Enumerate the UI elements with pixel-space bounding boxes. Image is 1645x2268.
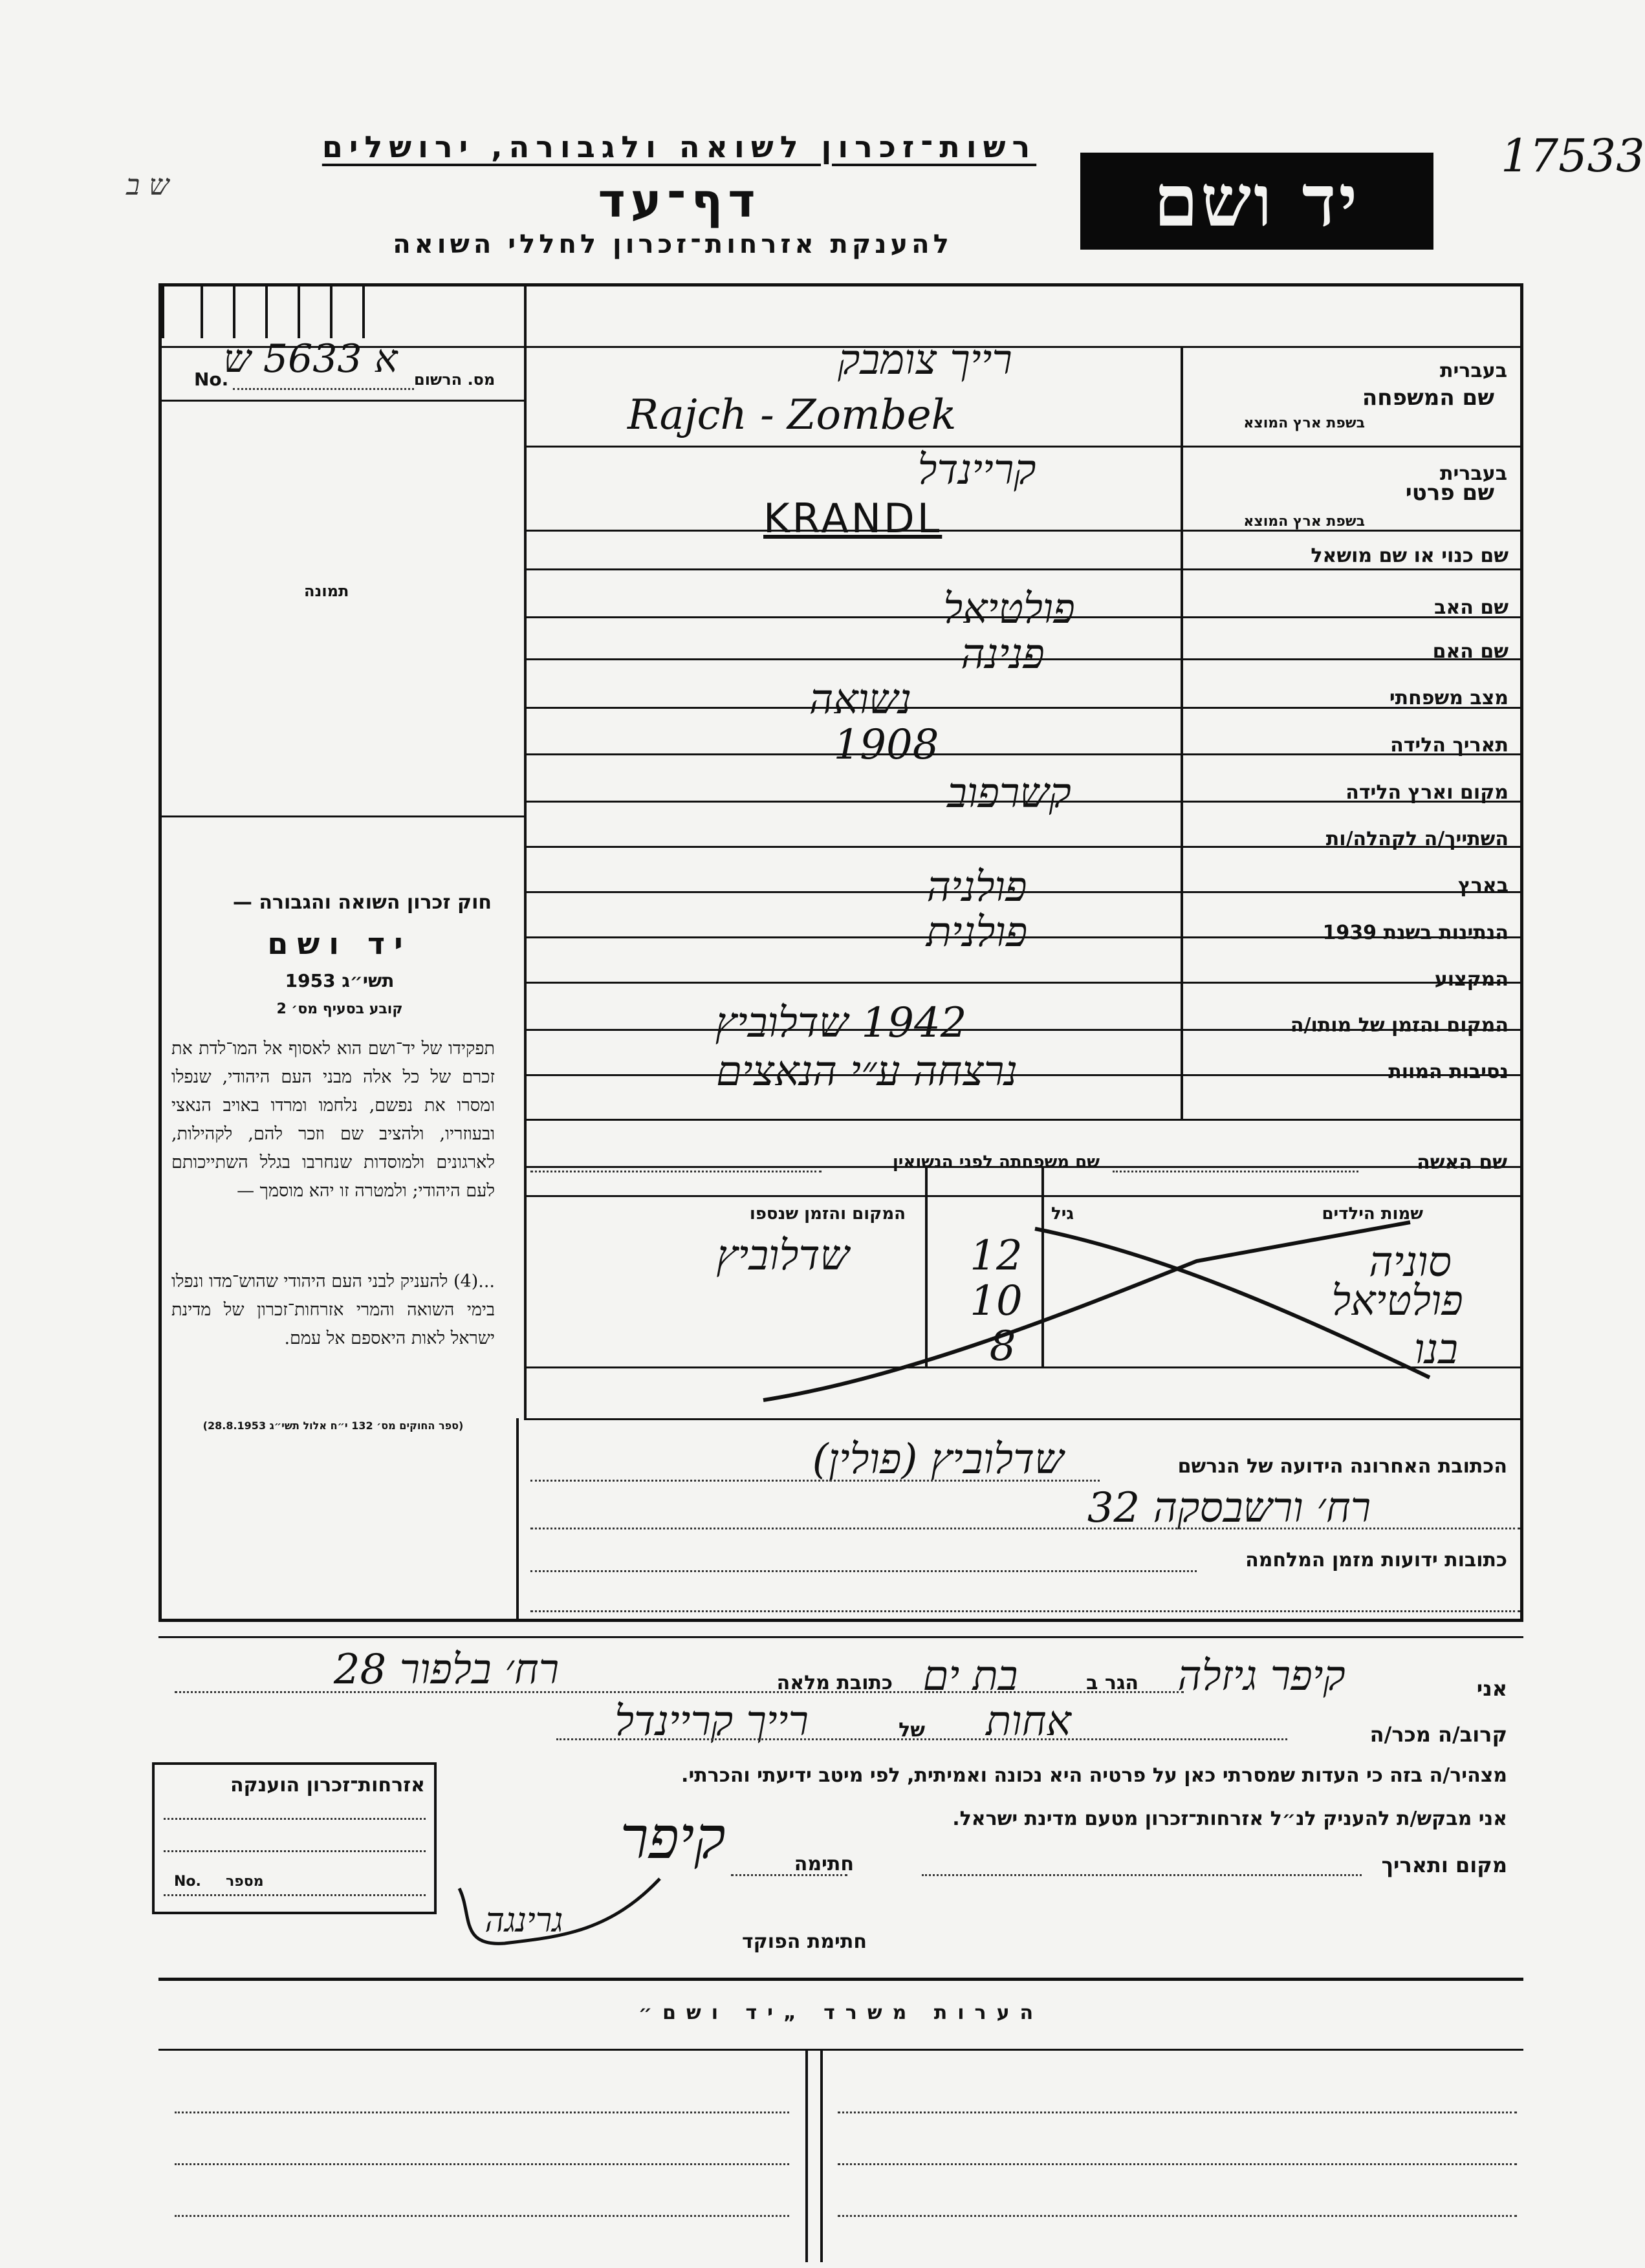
community-label: השתייך/ה לקהלה/ות: [1325, 828, 1509, 850]
first-name-local-value: KRANDL: [763, 495, 942, 542]
stamp-no-label: No.: [174, 1874, 201, 1890]
declarant-i-label: אני: [1476, 1676, 1507, 1701]
birth-place-value: קשרפוב: [947, 770, 1071, 817]
citizenship-value: פולנית: [926, 909, 1028, 956]
child-2-name: פולטיאל: [1331, 1277, 1463, 1325]
request-text: אני מבקש/ת להעניק לנ״ל אזרחות־זכרון מטעם מדינת ישראל.: [952, 1808, 1507, 1830]
declarant-name-value: קיפר גיזלה: [1177, 1652, 1345, 1700]
mother-label: שם האם: [1432, 640, 1509, 663]
family-name-label: שם המשפחה: [1362, 385, 1494, 411]
form-subtitle: להענקת אזרחות־זכרון לחללי השואה: [393, 230, 953, 259]
law-title: חוק זכרון השואה והגבורה —: [232, 891, 492, 914]
form-title: דף־עד: [598, 173, 761, 228]
country-label: בארץ: [1457, 874, 1509, 897]
declarant-address-value: רח׳ בלפור 28: [333, 1646, 560, 1694]
officer-signature-value: גרינגה: [485, 1901, 563, 1940]
mother-value: פנינה: [961, 631, 1045, 678]
remarks-label: הערות משרד „יד ושם״: [638, 2002, 1044, 2024]
children-age-header: גיל: [1051, 1204, 1074, 1224]
institution-name: רשות־זכרון לשואה ולגבורה, ירושלים: [321, 129, 1037, 164]
death-cause-label: נסיבות המוות: [1388, 1061, 1509, 1083]
law-paragraph-1: תפקידו של יד־ושם הוא לאסוף אל המו־לדת את זכרם של כל אלה מבני העם היהודי, שנפלו ומסרו את נפשם, נלחמו ומרדו באויב הנאצי ובעוזריו, ולהציב שם וזכר להם, לקהילות, לארגונים ולמוסדות שנחרבו בגלל השתייכותם לעם היהודי; ולמטרה זו יהא מוסמך —: [171, 1039, 495, 1201]
wartime-addresses-label: כתובות ידועות מזמן המלחמה: [1245, 1549, 1507, 1571]
law-name: יד ושם: [267, 926, 412, 961]
wife-maiden-label: שם משפחתה לפני הנשואין: [892, 1152, 1100, 1172]
child-2-age: 10: [970, 1277, 1023, 1325]
child-1-name: סוניה: [1369, 1238, 1452, 1286]
death-cause-value: נרצחה ע״י הנאצים: [715, 1048, 1018, 1096]
last-address-label: הכתובת האחרונה הידועה של הנרשם: [1177, 1455, 1507, 1478]
relative-value: אחות: [986, 1698, 1071, 1745]
declaration-text: מצהיר/ה בזה כי העדות שמסרתי כאן על פרטיה היא נכונה ואמיתית, לפי מיטב ידיעתי והכרתי.: [681, 1764, 1507, 1787]
declarant-resident-value: בת ים: [922, 1652, 1018, 1700]
nickname-label: שם כנוי או שם מושאל: [1311, 545, 1509, 567]
family-name-hebrew-label: בעברית: [1440, 360, 1507, 382]
reg-number-label: מס. הרשום: [414, 371, 496, 389]
photo-label: תמונה: [304, 582, 349, 600]
citizenship-label: הנתינות בשנת 1939: [1322, 922, 1509, 944]
profession-label: המקצוע: [1434, 968, 1509, 991]
of-value: רייך קריינדל: [615, 1698, 809, 1745]
child-1-place: שדלוביץ: [716, 1232, 849, 1280]
family-name-local-value: Rajch - Zombek: [627, 391, 957, 439]
marital-label: מצב משפחתי: [1389, 687, 1509, 709]
first-name-label: שם פרטי: [1405, 480, 1494, 506]
declarant-resident-label: הגר ב: [1086, 1672, 1138, 1694]
children-strikeout-mark: [744, 1216, 1455, 1416]
marital-value: נשואה: [809, 676, 912, 724]
yad-vashem-logo: יד ושם: [1080, 153, 1433, 250]
reg-number-value: א 5633 ש: [223, 336, 398, 382]
signature-flourish: [446, 1869, 718, 1960]
handwritten-file-number: 17533: [1501, 129, 1645, 182]
citizenship-granted-box: [152, 1762, 437, 1914]
death-place-label: המקום והזמן של מותו/ה: [1290, 1014, 1509, 1037]
family-name-hebrew-value: רייך צומבק: [838, 336, 1012, 384]
child-3-name: בנו: [1413, 1326, 1459, 1374]
first-name-hebrew-value: קריינדל: [917, 446, 1036, 494]
first-name-hebrew-label: בעברית: [1440, 462, 1507, 485]
law-paragraph-2: ...(4) להעניק לבני העם היהודי שהוש־מדו ונפלו בימי השואה והמרי אזרחות־זכרון של מדינת ישראל לאות היאספם אל עמם.: [171, 1271, 495, 1348]
margin-marks: ש ב: [126, 169, 169, 202]
place-date-label: מקום ותאריך: [1381, 1853, 1507, 1877]
country-value: פולניה: [926, 863, 1027, 911]
children-place-header: המקום והזמן שנספו: [749, 1204, 906, 1224]
wife-label: שם האשה: [1417, 1151, 1507, 1174]
declarant-address-label: כתובת מלאה: [776, 1672, 893, 1694]
birth-date-label: תאריך הלידה: [1390, 734, 1509, 757]
last-address-line-2: רח׳ ורשבסקה 32: [1087, 1484, 1371, 1532]
children-names-header: שמות הילדים: [1322, 1204, 1423, 1224]
citizenship-granted-title: אזרחות־זכרון הוענקה: [230, 1774, 425, 1797]
birth-date-value: 1908: [833, 721, 939, 769]
death-place-value: 1942 שדלוביץ: [715, 999, 967, 1047]
family-name-local-label: בשפת ארץ המוצא: [1243, 415, 1365, 431]
of-label: של: [899, 1719, 925, 1742]
reg-no-label: No.: [194, 369, 229, 390]
signature-value: קיפר: [620, 1804, 726, 1872]
last-address-line-1: שדלוביץ (פולין): [812, 1436, 1064, 1484]
relative-label: קרוב/ה מכר/ה: [1369, 1722, 1507, 1747]
signature-label: חתימה: [794, 1853, 854, 1875]
child-3-age: 8: [989, 1323, 1016, 1370]
child-1-age: 12: [970, 1232, 1023, 1280]
law-year: תשי״ג 1953: [285, 970, 395, 991]
first-name-local-label: בשפת ארץ המוצא: [1243, 513, 1365, 530]
father-value: פולטיאל: [943, 585, 1075, 633]
law-clause: קובע בסעיף מס׳ 2: [276, 1001, 403, 1017]
officer-signature-label: חתימת הפוקד: [742, 1930, 867, 1953]
father-label: שם האב: [1434, 596, 1509, 619]
law-reference: (ספר החוקים מס׳ 132 י״ח אלול תשי״ג 28.8.1953): [202, 1420, 464, 1432]
stamp-number-label: מספר: [226, 1874, 264, 1890]
birth-place-label: מקום וארץ הלידה: [1345, 781, 1509, 804]
